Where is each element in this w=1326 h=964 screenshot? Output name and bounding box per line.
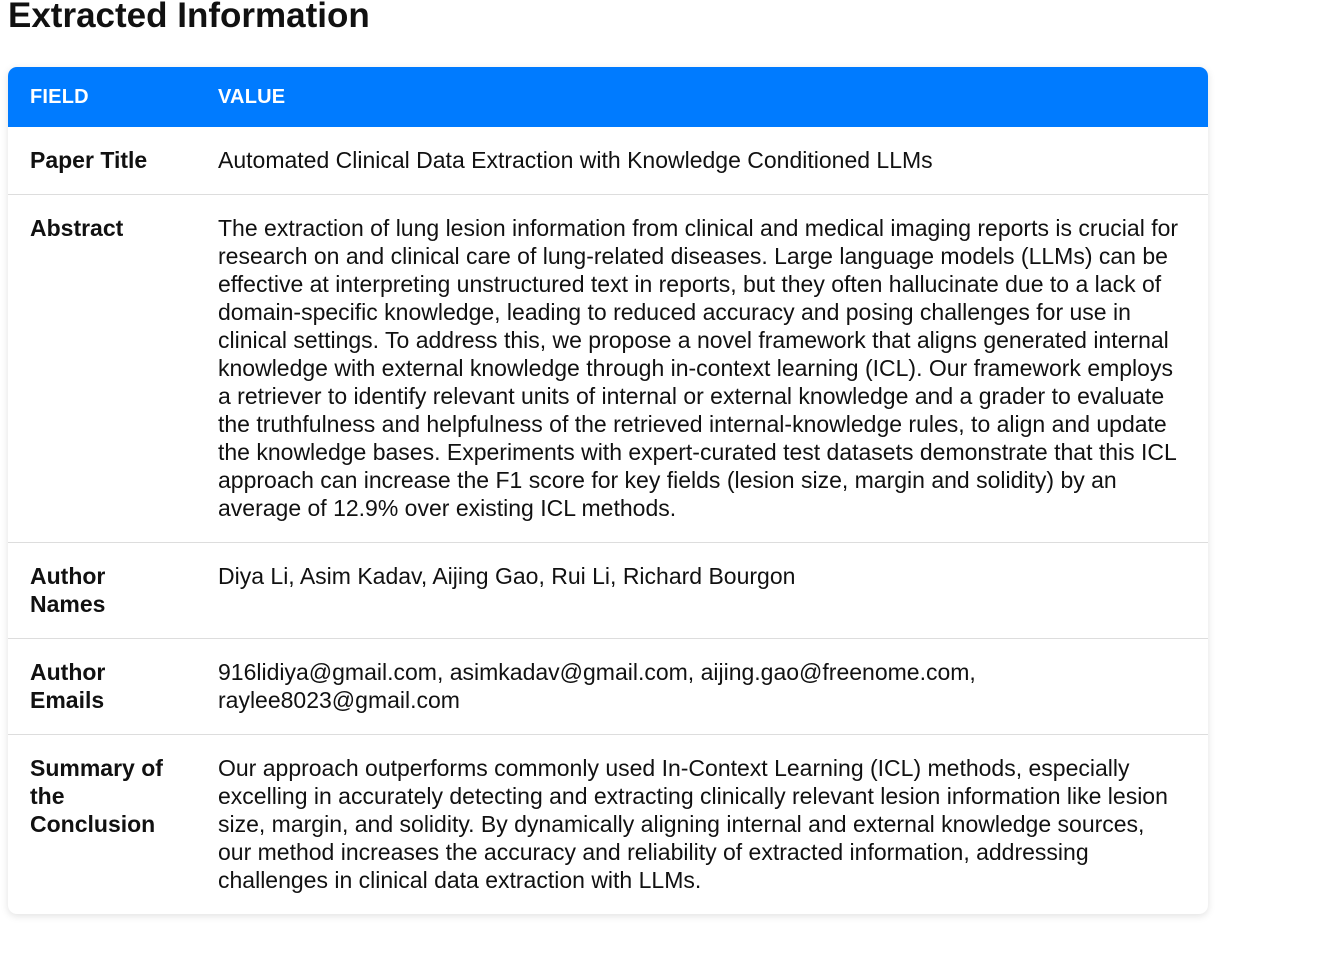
field-value-author-emails: 916lidiya@gmail.com, asimkadav@gmail.com, aijing.gao@freenome.com, raylee8023@gmail.com (196, 639, 1208, 735)
extracted-info-table (8, 67, 1208, 914)
field-value-paper-title: Automated Clinical Data Extraction with Knowledge Conditioned LLMs (196, 127, 1208, 195)
column-header-value: VALUE (218, 85, 286, 108)
table-row-author-names (8, 543, 1208, 639)
table-header-row (8, 67, 1208, 127)
table-row-author-emails (8, 639, 1208, 735)
extracted-info-table-card (8, 67, 1208, 914)
table-header (8, 67, 1208, 127)
table-row-paper-title (8, 127, 1208, 195)
field-label-author-names: Author Names (8, 543, 196, 639)
field-label-abstract: Abstract (8, 195, 196, 543)
field-value-author-names: Diya Li, Asim Kadav, Aijing Gao, Rui Li, Richard Bourgon (196, 543, 1208, 639)
table-body (8, 127, 1208, 914)
column-header-field: FIELD (30, 85, 89, 108)
table-row-abstract (8, 195, 1208, 543)
page-title: Extracted Information (8, 0, 370, 35)
field-label-paper-title: Paper Title (8, 127, 196, 195)
field-value-summary-conclusion: Our approach outperforms commonly used In-Context Learning (ICL) methods, especially excelling in accurately detecting and extracting clinically relevant lesion information like lesion size, margin, and solidity. By dynamically aligning internal and external knowledge sources, our method increases the accuracy and reliability of extracted information, addressing challenges in clinical data extraction with LLMs. (218, 755, 1168, 893)
field-label-summary-conclusion: Summary of the Conclusion (30, 755, 163, 837)
table-row-summary-conclusion (8, 735, 1208, 915)
field-label-author-emails: Author Emails (8, 639, 196, 735)
field-value-abstract: The extraction of lung lesion information from clinical and medical imaging reports is crucial for research on and clinical care of lung-related diseases. Large language models (LLMs) can be effective at interpreting unstructured text in reports, but they often hallucinate due to a lack of domain-specific knowledge, leading to reduced accuracy and posing challenges for use in clinical settings. To address this, we propose a novel framework that aligns generated internal knowledge with external knowledge through in-context learning (ICL). Our framework employs a retriever to identify relevant units of internal or external knowledge and a grader to evaluate the truthfulness and helpfulness of the retrieved internal-knowledge rules, to align and update the knowledge bases. Experiments with expert-curated test datasets demonstrate that this ICL approach can increase the F1 score for key fields (lesion size, margin and solidity) by an average of 12.9% over existing ICL methods. (196, 195, 1208, 543)
